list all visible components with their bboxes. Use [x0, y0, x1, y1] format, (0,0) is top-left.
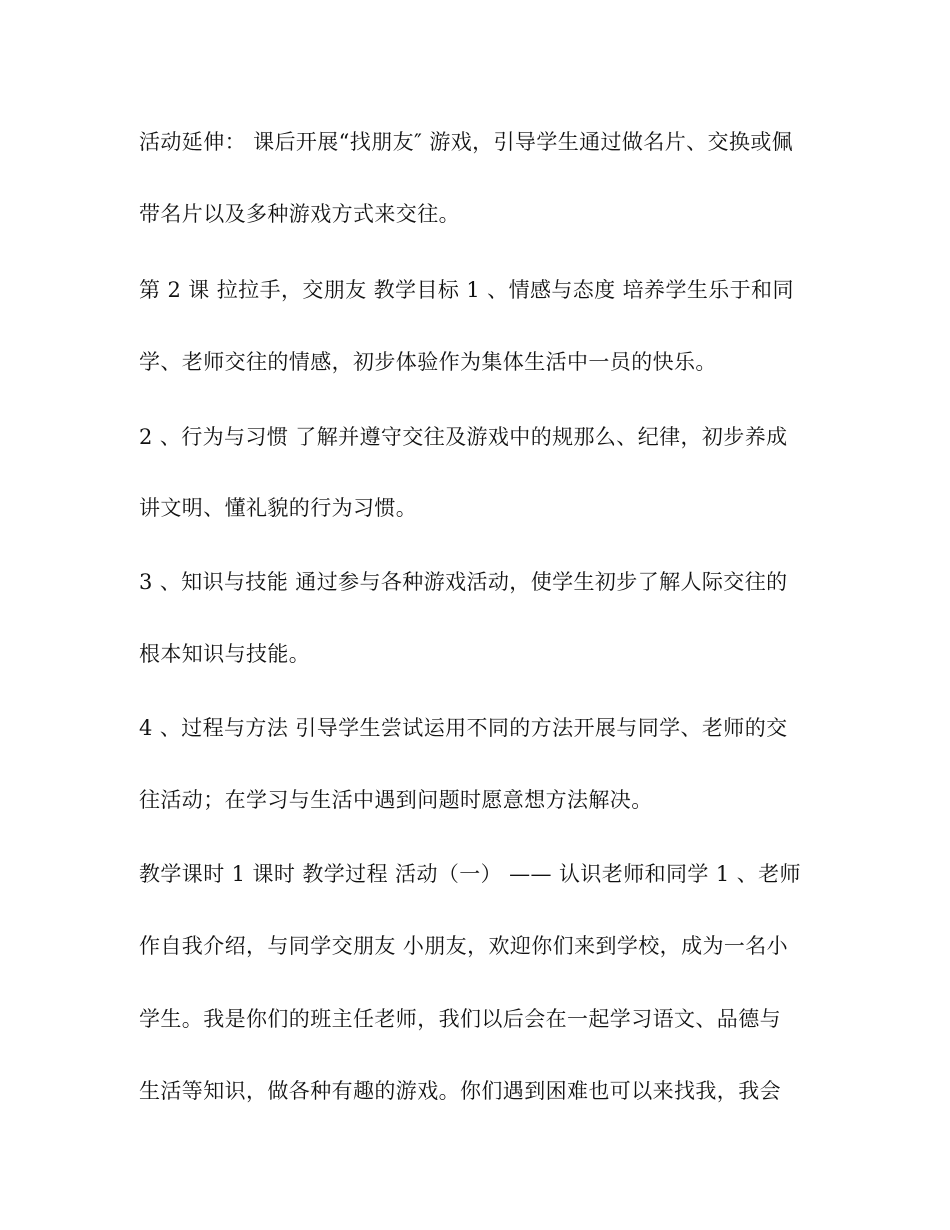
- text-line: 作自我介绍，与同学交朋友 小朋友，欢迎你们来到学校，成为一名小: [139, 934, 789, 958]
- text-line: 根本知识与技能。: [139, 642, 311, 666]
- text-line: 生活等知识，做各种有趣的游戏。你们遇到困难也可以来找我，我会: [139, 1079, 781, 1103]
- text-line: 带名片以及多种游戏方式来交往。: [139, 202, 460, 226]
- text-line: 讲文明、懂礼貌的行为习惯。: [139, 496, 418, 520]
- text-line: 4 、过程与方法 引导学生尝试运用不同的方法开展与同学、老师的交: [139, 716, 788, 740]
- text-line: 活动延伸： 课后开展“找朋友″ 游戏，引导学生通过做名片、交换或佩: [139, 130, 794, 154]
- text-line: 教学课时 1 课时 教学过程 活动（一） —— 认识老师和同学 1 、老师: [139, 862, 801, 886]
- text-line: 第 2 课 拉拉手，交朋友 教学目标 1 、情感与态度 培养学生乐于和同: [139, 278, 794, 302]
- text-line: 学、老师交往的情感，初步体验作为集体生活中一员的快乐。: [139, 350, 717, 374]
- text-line: 3 、知识与技能 通过参与各种游戏活动，使学生初步了解人际交往的: [139, 570, 788, 594]
- text-line: 学生。我是你们的班主任老师，我们以后会在一起学习语文、品德与: [139, 1007, 781, 1031]
- text-line: 2 、行为与习惯 了解并遵守交往及游戏中的规那么、纪律，初步养成: [139, 425, 788, 449]
- text-line: 往活动；在学习与生活中遇到问题时愿意想方法解决。: [139, 788, 653, 812]
